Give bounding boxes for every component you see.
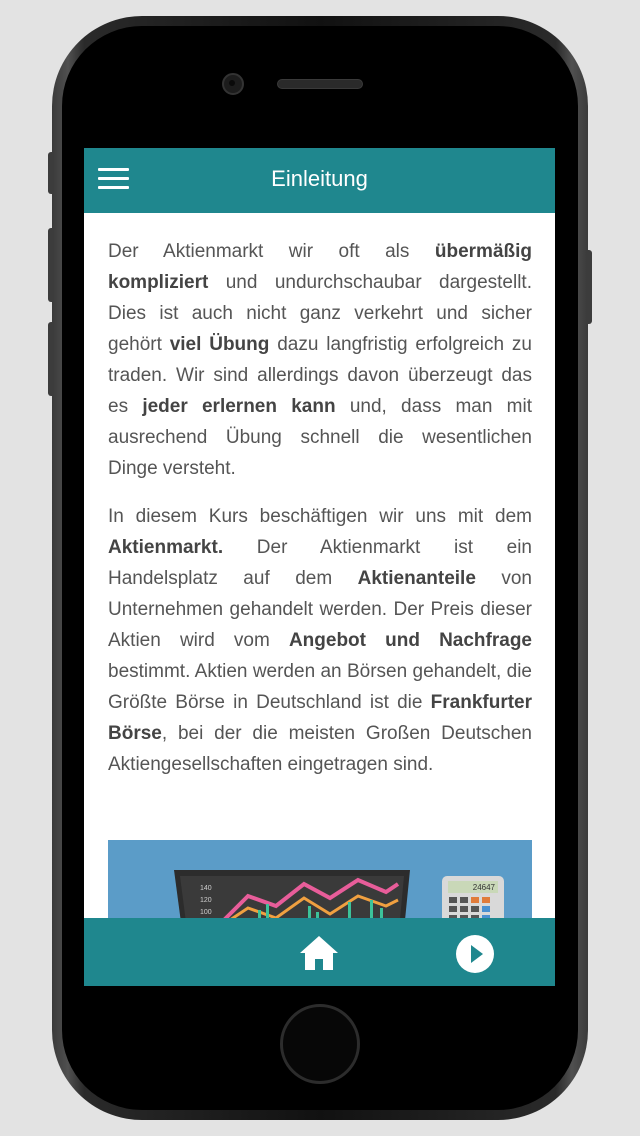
text-segment: von Unternehmen gehandelt werden. Der Preis dieser Aktien wird vom xyxy=(108,568,532,651)
stock-market-illustration xyxy=(108,840,532,930)
text-segment: und undurchschaubar dargestellt. Dies ist auch nicht ganz verkehrt und sicher gehört xyxy=(108,272,532,355)
bold-text: übermäßig kompliziert xyxy=(108,241,532,293)
home-icon[interactable] xyxy=(300,935,338,971)
page-title: Einleitung xyxy=(271,166,368,191)
bottom-nav-bar xyxy=(84,918,555,986)
bold-text: Angebot und Nachfrage xyxy=(288,630,533,651)
market-paragraph xyxy=(108,501,532,780)
chart-tick-100: 100 xyxy=(200,909,212,916)
text-segment: , bei der die meisten Großen Deutschen Aktiengesellschaften eingetragen sind. xyxy=(108,723,532,775)
article-content xyxy=(108,236,532,797)
text-segment: In diesem Kurs beschäftigen wir uns mit dem xyxy=(108,506,532,527)
text-segment: Der Aktienmarkt ist ein Handelsplatz auf dem xyxy=(108,537,532,589)
volume-down-button xyxy=(48,322,54,396)
chart-tick-120: 120 xyxy=(200,897,212,904)
text-segment: dazu langfristig erfolgreich zu traden. Wir sind allerdings davon überzeugt das es xyxy=(108,334,532,417)
power-button xyxy=(586,250,592,324)
top-app-bar xyxy=(84,148,555,213)
mute-switch xyxy=(48,152,54,194)
bold-text: Frankfurter Börse xyxy=(108,692,532,744)
intro-paragraph xyxy=(108,236,532,484)
volume-up-button xyxy=(48,228,54,302)
bold-text: Aktienanteile xyxy=(357,568,476,589)
app-screen xyxy=(84,148,555,986)
illustration-graphic xyxy=(108,840,532,930)
bold-text: jeder erlernen kann xyxy=(142,396,336,417)
text-segment: bestimmt. Aktien werden an Börsen gehandelt, die Größte Börse in Deutschland ist die xyxy=(108,661,532,713)
earpiece-speaker xyxy=(277,79,363,89)
bold-text: viel Übung xyxy=(169,334,270,355)
calculator-display: 24647 xyxy=(472,883,495,892)
text-segment: Der Aktienmarkt wir oft als xyxy=(108,241,435,262)
play-circle-icon[interactable] xyxy=(456,935,494,973)
text-segment: und, dass man mit ausrechend Übung schnell die wesentlichen Dinge versteht. xyxy=(108,396,532,479)
device-home-button[interactable] xyxy=(280,1004,360,1084)
front-camera xyxy=(222,73,244,95)
bold-text: Aktienmarkt. xyxy=(108,537,224,558)
chart-tick-140: 140 xyxy=(200,885,212,892)
